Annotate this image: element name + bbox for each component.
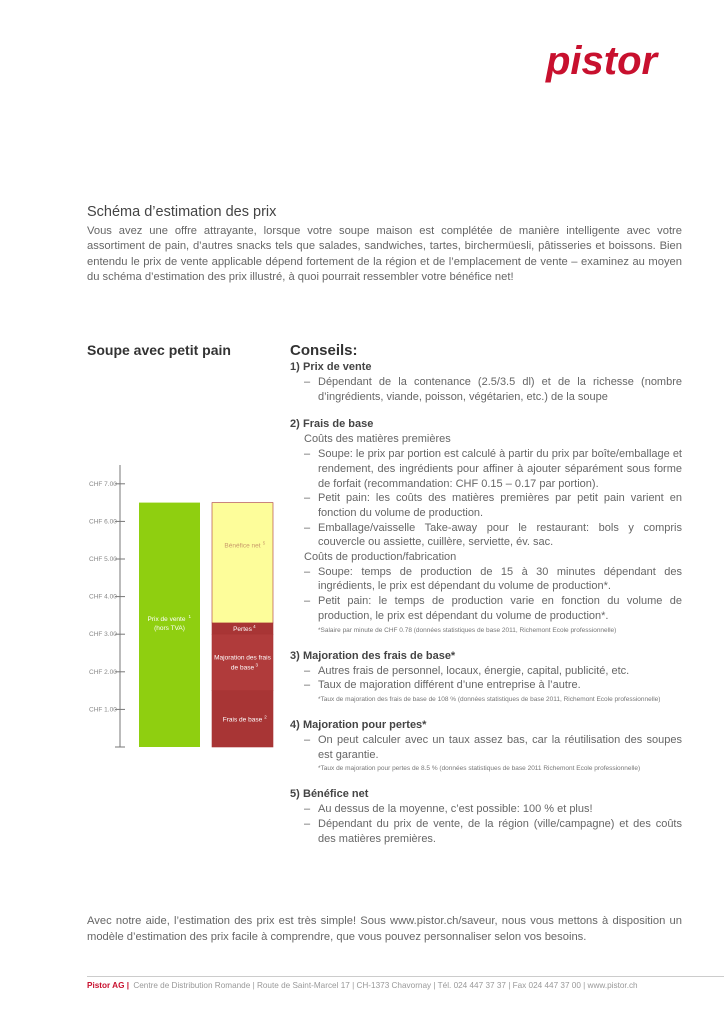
footer-company: Pistor AG <box>87 981 125 990</box>
segment-label-line2: de base <box>230 664 255 672</box>
footnote: *Taux de majoration pour pertes de 8.5 % (données statistiques de base 2011 Richemont Ecole professionnelle) <box>318 765 641 773</box>
bullet-item: – Dépendant du prix de vente, de la région (ville/campagne) et des coûts des matières premières. <box>290 817 682 846</box>
section-number: 2) <box>290 418 300 431</box>
segment-label: Bénéfice net <box>224 542 261 550</box>
section-title-text: Bénéfice net <box>303 788 369 801</box>
logo-text: pistor <box>546 39 658 83</box>
section-gap <box>290 636 682 649</box>
cost-segment <box>212 634 273 690</box>
segment-superscript: 5 <box>262 540 266 546</box>
bullet-item: – Emballage/vaisselle Take-away pour le restaurant: bols y compris couvercle ou assiette, cuillère, serviette, év. sac. <box>290 521 682 550</box>
section-number: 3) <box>290 649 300 662</box>
segment-label: Pertes <box>233 626 252 634</box>
bullet-item: – Au dessus de la moyenne, c’est possible: 100 % et plus! <box>290 802 682 817</box>
price-chart <box>0 420 300 760</box>
outro-paragraph: Avec notre aide, l’estimation des prix est très simple! Sous www.pistor.ch/saveur, nous vous mettons à disposition un modèle d’estimation des prix facile à comprendre, que vous pouvez personnaliser selon vos besoins. <box>87 915 682 943</box>
segment-superscript: 2 <box>264 714 267 720</box>
price-bar-superscript: 1 <box>188 614 192 620</box>
footer-separator: | <box>126 981 130 990</box>
bullet-item: – Petit pain: les coûts des matières premières par petit pain varient en fonction du volume de production. <box>290 491 682 520</box>
advice-title: Conseils: <box>290 342 358 359</box>
y-tick-label: CHF 5.00 <box>89 556 117 563</box>
advice-section-title <box>290 360 682 375</box>
section-title-text: Majoration des frais de base* <box>303 649 456 662</box>
footer-divider <box>87 976 724 977</box>
footer-details: Centre de Distribution Romande | Route de Saint-Marcel 17 | CH-1373 Chavornay | Tél. 024 447 37 37 | Fax 024 447 37 00 | www.pistor.ch <box>133 981 638 990</box>
section-gap <box>290 404 682 417</box>
section-number: 5) <box>290 788 300 801</box>
bullet-item: – On peut calculer avec un taux assez bas, car la réutilisation des soupes est garantie. <box>290 733 682 762</box>
section-number: 4) <box>290 718 300 731</box>
y-tick-label: CHF 6.00 <box>89 518 117 526</box>
advice-list <box>290 360 682 846</box>
y-tick-label: CHF 3.00 <box>89 631 117 639</box>
y-tick-label: CHF 4.00 <box>89 593 117 601</box>
page-title: Schéma d’estimation des prix <box>87 204 277 220</box>
segment-label-line1: Majoration des frais <box>214 654 271 662</box>
advice-section-title <box>290 417 682 432</box>
section-gap <box>290 705 682 718</box>
section-gap <box>290 774 682 787</box>
y-tick-label: CHF 1.00 <box>89 706 117 714</box>
subheading: Coûts de production/fabrication <box>304 551 457 564</box>
bullet-item: – Dépendant de la contenance (2.5/3.5 dl) et de la richesse (nombre d’ingrédients, viande, poisson, végétarien, etc.) de la soupe <box>290 375 682 404</box>
pistor-logo <box>540 36 685 86</box>
footnote: *Salaire par minute de CHF 0.78 (données statistiques de base 2011, Richemont Ecole professionnelle) <box>318 626 617 634</box>
advice-section-title <box>290 718 682 733</box>
section-title-text: Majoration pour pertes* <box>303 718 427 731</box>
bullet-item: – Petit pain: le temps de production varie en fonction du volume de production, le prix est dépendant du volume de production*. <box>290 594 682 623</box>
bullet-item: – Taux de majoration différent d’une entreprise à l’autre. <box>290 678 682 693</box>
segment-superscript: 3 <box>255 662 259 668</box>
subheading: Coûts des matières premières <box>304 433 451 446</box>
y-tick-label: CHF 7.00 <box>89 480 117 488</box>
bullet-item: – Soupe: temps de production de 15 à 30 minutes dépendant des ingrédients, le prix est dépendant du volume de production*. <box>290 565 682 594</box>
section-title-text: Prix de vente <box>303 361 372 373</box>
footer <box>87 981 638 990</box>
price-bar-label: Prix de vente <box>147 616 186 624</box>
advice-section-title <box>290 649 682 664</box>
segment-superscript: 4 <box>253 624 256 630</box>
section-number: 1) <box>290 361 300 373</box>
intro-paragraph: Vous avez une offre attrayante, lorsque votre soupe maison est complétée de manière intelligente avec votre assortiment de pain, d’autres snacks tels que salades, sandwiches, tartes, birchermüesli, pâtisseries et boissons. Bien entendu le prix de vente applicable dépend fortement de la région et de l’emplacement de vente – examinez au moyen du schéma d’estimation des prix illustré, à quoi pourrait ressembler votre bénéfice net! <box>87 225 682 283</box>
price-bar-sublabel: (hors TVA) <box>154 625 185 633</box>
footnote: *Taux de majoration des frais de base de 108 % (données statistiques de base 2011, Richemont Ecole professionnelle) <box>318 695 661 703</box>
cost-segment <box>212 503 273 623</box>
section-title-text: Frais de base <box>303 418 374 431</box>
chart-title: Soupe avec petit pain <box>87 342 231 358</box>
advice-section-title <box>290 787 682 802</box>
bullet-item: – Autres frais de personnel, locaux, énergie, capital, publicité, etc. <box>290 664 682 679</box>
y-tick-label: CHF 2.00 <box>89 668 117 676</box>
segment-label: Frais de base <box>222 716 263 724</box>
bullet-item: – Soupe: le prix par portion est calculé à partir du prix par boîte/emballage et rendement, des ingrédients pour affiner à ajouter séparément sous forme de forfait (recommandation: CHF 0.15 – 0.17 par portion). <box>290 447 682 491</box>
